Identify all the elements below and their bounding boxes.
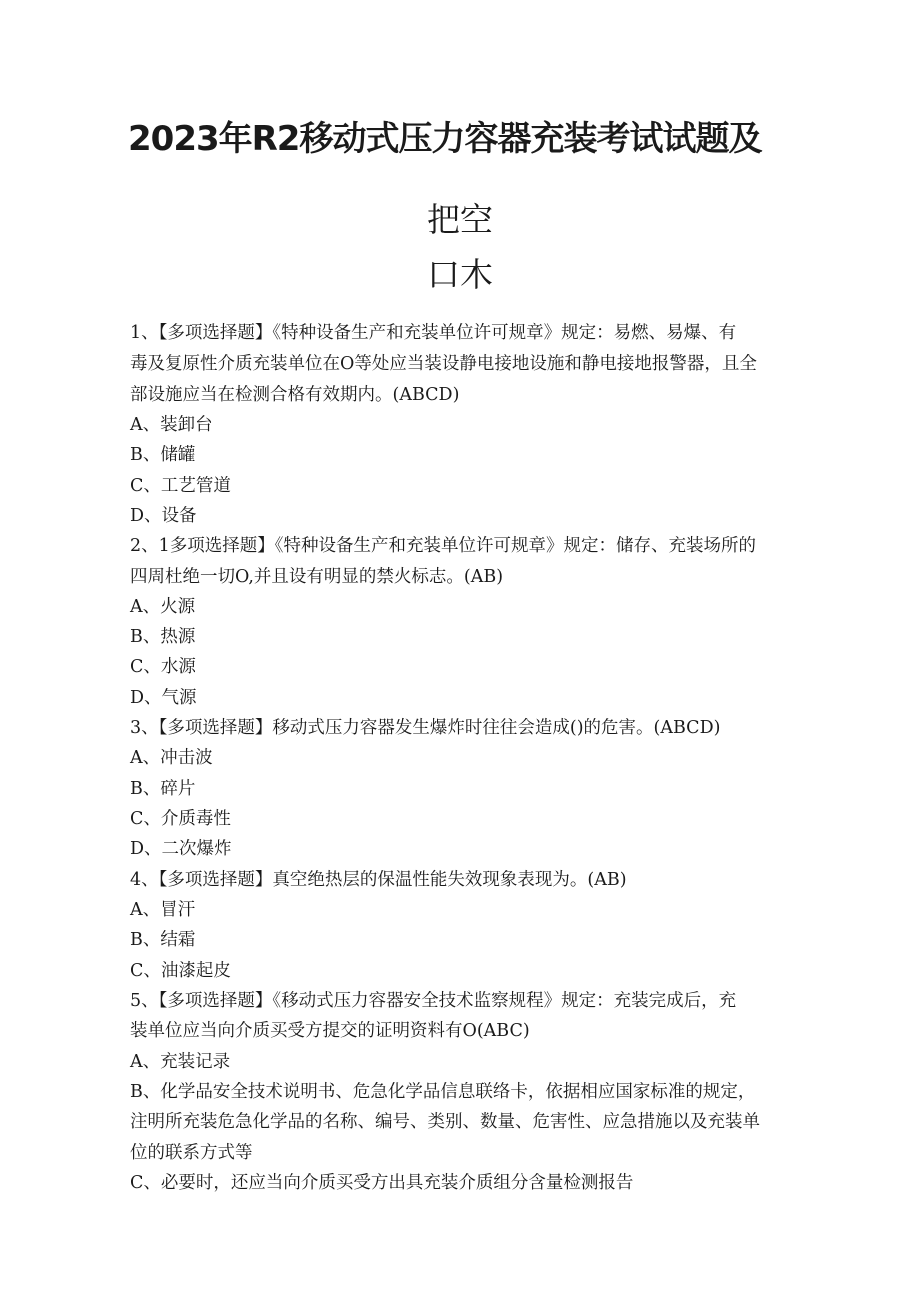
question-1-option-c: C、工艺管道 xyxy=(130,476,231,496)
question-1-option-d: D、设备 xyxy=(130,506,197,526)
question-3-option-b: B、碎片 xyxy=(130,779,196,799)
question-1-option-b: B、储罐 xyxy=(130,445,196,465)
question-1-text-line-3: 部设施应当在检测合格有效期内。(ABCD) xyxy=(130,385,460,405)
question-2-option-c: C、水源 xyxy=(130,657,196,677)
question-5-option-a: A、充装记录 xyxy=(130,1052,231,1072)
document-title-line-3: 口木 xyxy=(427,255,493,294)
question-2-text-line-2: 四周杜绝一切O,并且设有明显的禁火标志。(AB) xyxy=(130,567,504,587)
question-2-option-a: A、火源 xyxy=(130,597,196,617)
question-4-option-a: A、冒汗 xyxy=(130,900,196,920)
document-title-line-2: 把空 xyxy=(427,200,493,239)
document-title-line-1: 2023年R2移动式压力容器充装考试试题及 xyxy=(128,119,762,159)
question-3-option-c: C、介质毒性 xyxy=(130,809,231,829)
question-5-option-b-line-1: B、化学品安全技术说明书、危急化学品信息联络卡，依据相应国家标准的规定， xyxy=(130,1082,756,1102)
question-1-text-line-1: 1、【多项选择题】《特种设备生产和充装单位许可规章》规定：易燃、易爆、有 xyxy=(130,323,737,343)
question-1-option-a: A、装卸台 xyxy=(130,415,213,435)
question-5-text-line-2: 装单位应当向介质买受方提交的证明资料有O(ABC) xyxy=(130,1021,530,1041)
question-2-option-d: D、气源 xyxy=(130,688,197,708)
question-4-option-c: C、油漆起皮 xyxy=(130,961,231,981)
question-5-option-b-line-2: 注明所充装危急化学品的名称、编号、类别、数量、危害性、应急措施以及充装单 xyxy=(130,1112,760,1132)
question-2-text-line-1: 2、1多项选择题】《特种设备生产和充装单位许可规章》规定：储存、充装场所的 xyxy=(130,536,757,556)
question-3-option-d: D、二次爆炸 xyxy=(130,839,232,859)
question-3-text-line-1: 3、【多项选择题】移动式压力容器发生爆炸时往往会造成()的危害。(ABCD) xyxy=(130,718,721,738)
question-3-option-a: A、冲击波 xyxy=(130,748,213,768)
question-5-text-line-1: 5、【多项选择题】《移动式压力容器安全技术监察规程》规定：充装完成后，充 xyxy=(130,991,737,1011)
question-5-option-c: C、必要时，还应当向介质买受方出具充装介质组分含量检测报告 xyxy=(130,1173,634,1193)
question-4-option-b: B、结霜 xyxy=(130,930,196,950)
question-5-option-b-line-3: 位的联系方式等 xyxy=(130,1143,253,1163)
question-4-text-line-1: 4、【多项选择题】真空绝热层的保温性能失效现象表现为。(AB) xyxy=(130,870,627,890)
question-1-text-line-2: 毒及复原性介质充装单位在O等处应当装设静电接地设施和静电接地报警器，且全 xyxy=(130,354,757,374)
question-2-option-b: B、热源 xyxy=(130,627,196,647)
